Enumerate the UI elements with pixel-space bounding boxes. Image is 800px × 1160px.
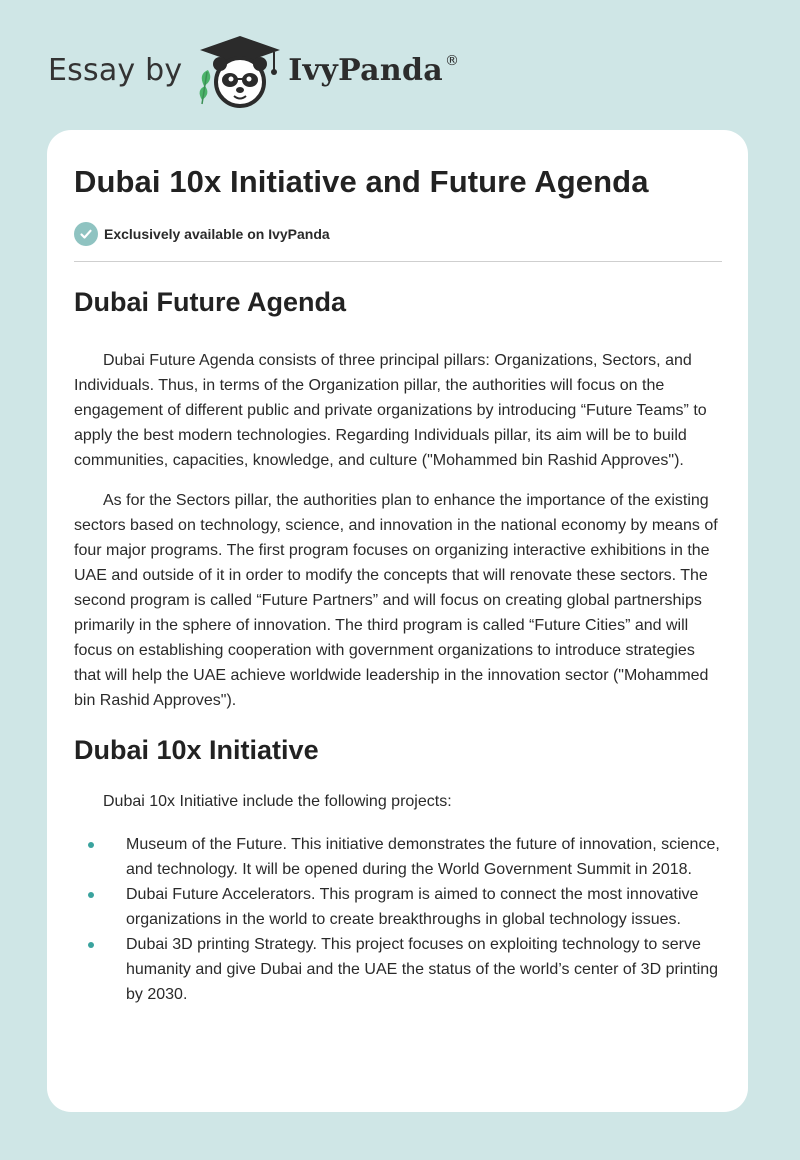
- title-divider: [74, 261, 722, 262]
- essay-content: [74, 280, 722, 1007]
- bullet-icon: [88, 942, 94, 948]
- panda-graduate-icon: [196, 30, 284, 110]
- paragraph: As for the Sectors pillar, the authorities plan to enhance the importance of the existing sectors based on technology, science, and innovation in the national economy by means of four major programs. The first program focuses on organizing interactive exhibitions in the UAE and outside of it in order to modify the concepts that will renovate these sectors. The second program is called “Future Partners” and will focus on creating global partnerships primarily in the sphere of innovation. The third program is called “Future Cities” and will focus on establishing cooperation with government organizations to introduce strategies that will help the UAE achieve worldwide leadership in the innovation sector ("Mohammed bin Rashid Approves").: [74, 492, 718, 709]
- registered-mark: ®: [445, 52, 460, 69]
- bullet-icon: [88, 842, 94, 848]
- brand-text: IvyPanda: [288, 52, 444, 88]
- exclusive-label: Exclusively available on IvyPanda: [104, 226, 330, 242]
- section-heading-future-agenda: Dubai Future Agenda: [74, 287, 347, 317]
- section-heading-10x-initiative: Dubai 10x Initiative: [74, 735, 319, 765]
- essay-card: [47, 130, 748, 1112]
- essay-by-label: Essay by: [48, 52, 183, 88]
- paragraph: Dubai 10x Initiative include the following projects:: [103, 793, 452, 810]
- paragraph: Dubai Future Agenda consists of three principal pillars: Organizations, Sectors, and Individuals. Thus, in terms of the Organization pillar, the authorities will focus on the engagement of different public and private organizations by introducing “Future Teams” to apply the best modern technologies. Regarding Individuals pillar, its aim will be to build communities, capacities, knowledge, and culture ("Mohammed bin Rashid Approves").: [74, 352, 707, 469]
- list-item: [74, 932, 722, 1007]
- list-item: [74, 882, 722, 932]
- page-title: Dubai 10x Initiative and Future Agenda: [74, 164, 649, 199]
- bullet-icon: [88, 892, 94, 898]
- list-item-text: Dubai 3D printing Strategy. This project focuses on exploiting technology to serve humanity and give Dubai and the UAE the status of the world’s center of 3D printing by 2030.: [126, 936, 719, 1003]
- list-item-text: Dubai Future Accelerators. This program is aimed to connect the most innovative organizations in the world to create breakthroughs in global technology issues.: [126, 886, 699, 928]
- site-header: [48, 30, 459, 110]
- exclusive-badge: [74, 222, 330, 246]
- brand-name[interactable]: [288, 53, 459, 88]
- projects-list: [74, 832, 722, 1007]
- list-item-text: Museum of the Future. This initiative demonstrates the future of innovation, science, and technology. It will be opened during the World Government Summit in 2018.: [126, 836, 720, 878]
- list-item: [74, 832, 722, 882]
- check-icon: [74, 222, 98, 246]
